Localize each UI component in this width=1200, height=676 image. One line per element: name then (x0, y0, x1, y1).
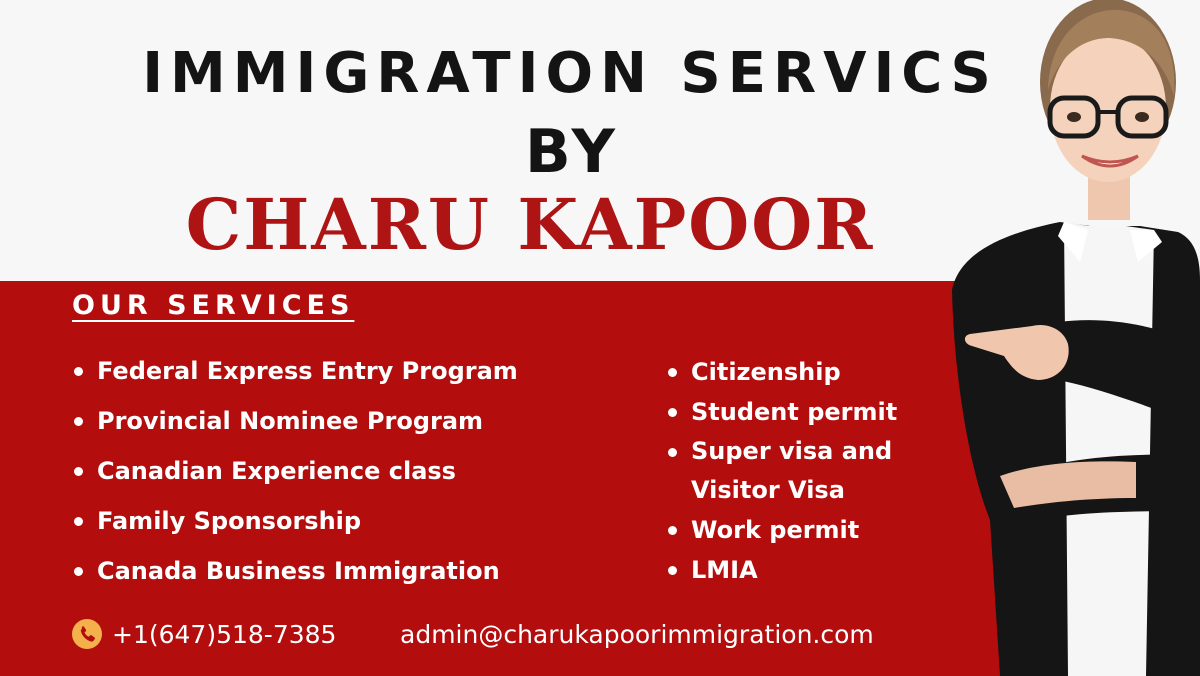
woman-pointing-image (940, 0, 1200, 676)
service-item (666, 392, 931, 432)
bullet-icon (668, 368, 677, 377)
email-address[interactable]: admin@charukapoorimmigration.com (400, 620, 874, 649)
bullet-icon (74, 467, 83, 476)
service-label: Family Sponsorship (97, 507, 362, 535)
service-label: Super visa and Visitor Visa (691, 437, 893, 504)
bullet-icon (668, 408, 677, 417)
services-list-left (72, 352, 518, 602)
service-item (666, 432, 931, 510)
service-item (666, 510, 931, 550)
by-text: BY (525, 117, 619, 187)
service-item (72, 402, 518, 452)
page-title: IMMIGRATION SERVICS (142, 41, 998, 106)
service-label: Canada Business Immigration (97, 557, 500, 585)
services-list-right (666, 352, 931, 590)
service-label: Work permit (691, 516, 860, 544)
bullet-icon (74, 417, 83, 426)
service-item (666, 352, 931, 392)
service-item (72, 502, 518, 552)
bullet-icon (74, 517, 83, 526)
service-item (72, 552, 518, 602)
bullet-icon (74, 367, 83, 376)
service-item (666, 550, 931, 590)
phone-number[interactable]: +1(647)518-7385 (112, 620, 337, 649)
service-item (72, 452, 518, 502)
service-label: LMIA (691, 556, 758, 584)
service-item (72, 352, 518, 402)
phone-icon (72, 619, 102, 649)
service-label: Federal Express Entry Program (97, 357, 518, 385)
service-label: Citizenship (691, 358, 841, 386)
services-heading: OUR SERVICES (72, 290, 355, 321)
bullet-icon (668, 566, 677, 575)
bullet-icon (668, 448, 677, 457)
bullet-icon (74, 567, 83, 576)
service-label: Provincial Nominee Program (97, 407, 484, 435)
brand-name: CHARU KAPOOR (185, 183, 875, 266)
service-label: Canadian Experience class (97, 457, 456, 485)
bullet-icon (668, 526, 677, 535)
service-label: Student permit (691, 398, 898, 426)
